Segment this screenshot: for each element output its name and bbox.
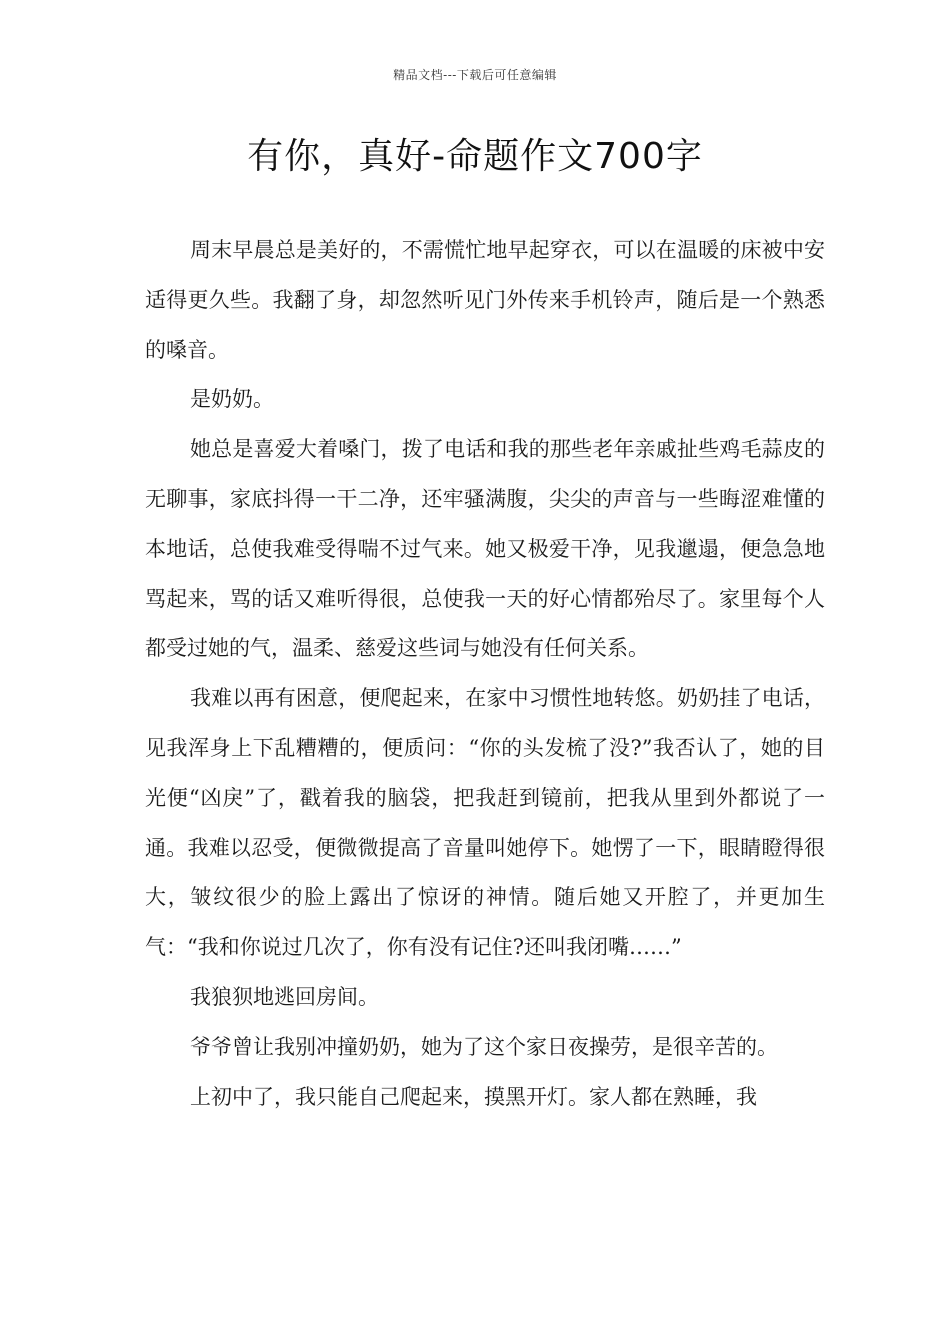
paragraph: 爷爷曾让我别冲撞奶奶，她为了这个家日夜操劳，是很辛苦的。 [190, 1034, 778, 1059]
paragraph: 她总是喜爱大着嗓门，拨了电话和我的那些老年亲戚扯些鸡毛蒜皮的无聊事，家底抖得一干二净，还牢骚满腹，尖尖的声音与一些晦涩难懂的本地话，总使我难受得喘不过气来。她又极爱干净，见我邋遢，便急急地骂起来，骂的话又难听得很，总使我一天的好心情都殆尽了。家里每个人都受过她的气，温柔、慈爱这些词与她没有任何关系。 [145, 437, 825, 661]
paragraph: 周末早晨总是美好的，不需慌忙地早起穿衣，可以在温暖的床被中安适得更久些。我翻了身，却忽然听见门外传来手机铃声，随后是一个熟悉的嗓音。 [145, 238, 825, 362]
paragraph: 是奶奶。 [190, 387, 274, 412]
document-title: 有你，真好-命题作文700字 [247, 136, 703, 177]
paragraph: 上初中了，我只能自己爬起来，摸黑开灯。家人都在熟睡，我 [190, 1084, 757, 1109]
header-note: 精品文档---下载后可任意编辑 [393, 68, 557, 82]
paragraph: 我狼狈地逃回房间。 [190, 984, 379, 1009]
paragraph: 我难以再有困意，便爬起来，在家中习惯性地转悠。奶奶挂了电话，见我浑身上下乱糟糟的，便质问：“你的头发梳了没?”我否认了，她的目光便“凶戾”了，戳着我的脑袋，把我赶到镜前，把我从里到外都说了一通。我难以忍受，便微微提高了音量叫她停下。她愣了一下，眼睛瞪得很大，皱纹很少的脸上露出了惊讶的神情。随后她又开腔了，并更加生气：“我和你说过几次了，你有没有记住?还叫我闭嘴……” [145, 686, 825, 960]
document-body [145, 226, 825, 1122]
